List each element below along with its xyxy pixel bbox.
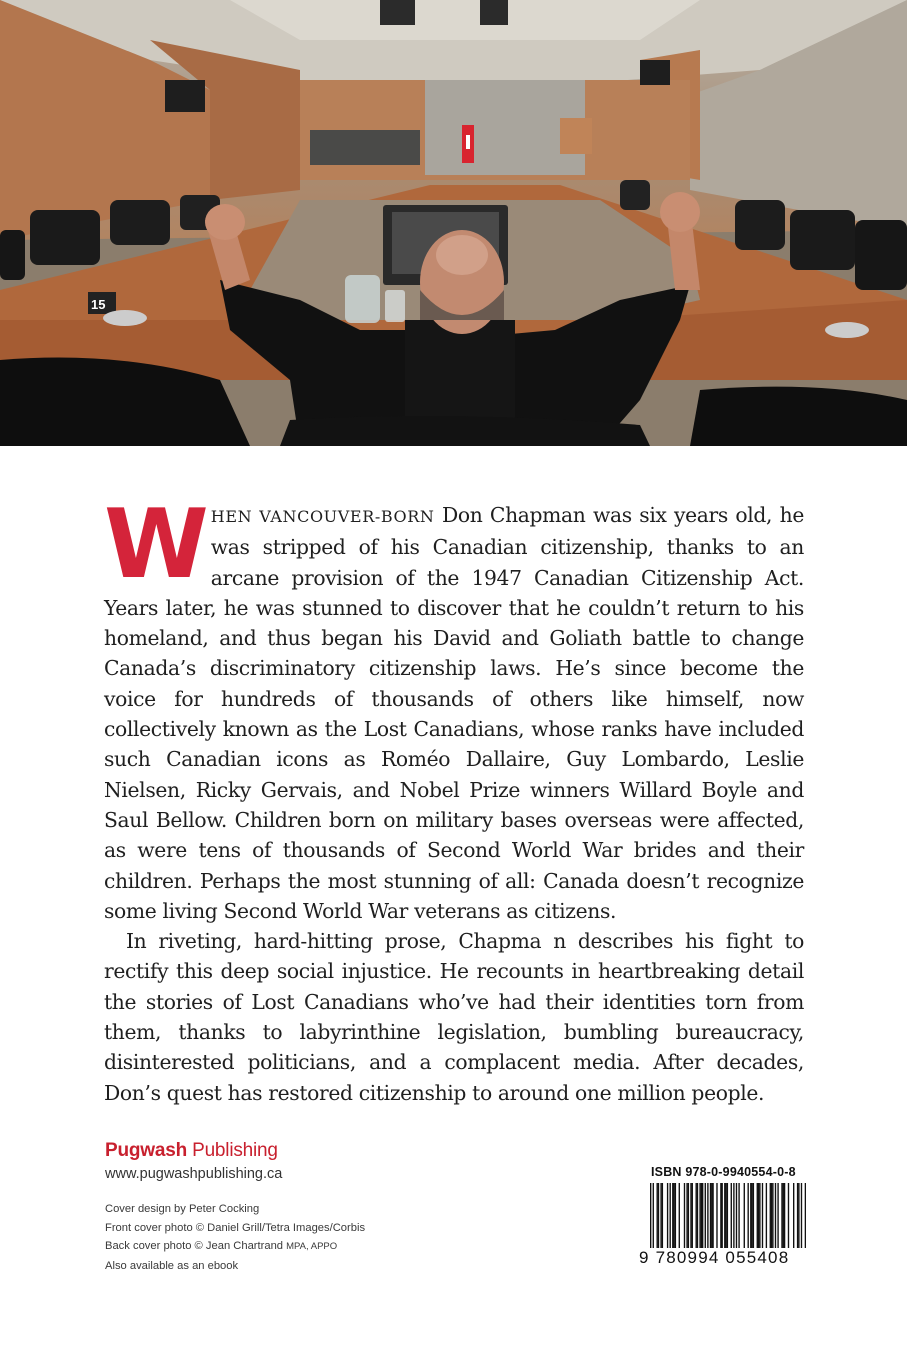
blurb-paragraph-2: In riveting, hard-hitting prose, Chapma n describes his fight to rectify this deep social injustice. He recounts in heartbreaking detail the stories of Lost Canadians who’ve had their identities torn from them, thanks to labyrinthine legislation, bumbling bureaucracy, disinterested politicians, and a complacent media. After decades, Don’s quest has restored citizenship to around one million people. — [104, 929, 804, 1105]
barcode-bar — [736, 1183, 737, 1249]
barcode-bar — [724, 1183, 725, 1249]
barcode-bar — [727, 1183, 728, 1258]
publisher-name-regular: Publishing — [187, 1140, 278, 1161]
barcode-bar — [705, 1183, 706, 1249]
cover-photo — [0, 0, 907, 446]
barcode-digits: 9 780994 055408 — [637, 1248, 809, 1268]
barcode-bar — [797, 1183, 798, 1249]
publisher-name-bold: Pugwash — [105, 1140, 188, 1161]
barcode-bar — [771, 1183, 772, 1249]
barcode-bar — [690, 1183, 691, 1249]
back-cover-blurb — [104, 490, 805, 1108]
barcode-bar — [744, 1183, 745, 1249]
barcode-bar — [710, 1183, 711, 1249]
barcode-bar — [733, 1183, 734, 1249]
back-photo-credit: Back cover photo © Jean Chartrand MPA, APPO — [105, 1240, 338, 1253]
barcode-bar — [707, 1183, 708, 1249]
barcode-bar — [679, 1183, 680, 1249]
barcode-bar — [798, 1183, 799, 1249]
barcode-bar — [801, 1183, 802, 1249]
credits — [105, 1200, 365, 1276]
blurb-paragraph-1 — [104, 490, 805, 926]
barcode-bar — [672, 1183, 673, 1249]
barcode — [650, 1183, 806, 1258]
barcode-bar — [777, 1183, 778, 1249]
barcode-bar — [766, 1183, 767, 1249]
barcode-bar — [720, 1183, 721, 1249]
front-photo-credit: Front cover photo © Daniel Grill/Tetra Images/Corbis — [105, 1221, 366, 1234]
barcode-bar — [688, 1183, 689, 1249]
blurb-paragraph-1-text: Don Chapman was six years old, he was stripped of his Canadian citizenship, thanks to an arcane provision of the 1947 Canadian Citizenship Act. Years later, he was stunned to discover that he couldn’t return to his homeland, and thus began his David and Goliath battle to change Canada’s discriminatory citizenship laws. He’s since become the voice for hundreds of thousands of others like himself, now collectively known as the Lost Canadians, whose ranks have included such Canadian icons as Roméo Dallaire, Guy Lombardo, Leslie Nielsen, Ricky Gervais, and Nobel Prize winners Willard Boyle and Saul Bellow. Children born on military bases overseas were affected, as were tens of thousands of Second World War brides and their children. Perhaps the most stunning of all: Canada doesn’t recognize some living Second World War veterans as citizens. — [104, 503, 805, 923]
ebook-note: Also available as an ebook — [105, 1260, 239, 1273]
isbn-label: ISBN 978-0-9940554-0-8 — [651, 1165, 796, 1179]
barcode-bar — [722, 1183, 723, 1249]
barcode-bar — [748, 1183, 749, 1249]
barcode-bar — [711, 1183, 712, 1249]
barcode-bar — [657, 1183, 658, 1249]
barcode-bar — [660, 1183, 661, 1249]
barcode-bar — [653, 1183, 654, 1258]
barcode-bar — [751, 1183, 752, 1249]
barcode-bar — [658, 1183, 659, 1249]
barcode-bar — [731, 1183, 732, 1258]
barcode-bar — [759, 1183, 760, 1249]
barcode-bar — [793, 1183, 794, 1249]
barcode-bar — [697, 1183, 698, 1249]
barcode-bar — [675, 1183, 676, 1249]
barcode-bar — [772, 1183, 773, 1249]
barcode-bar — [783, 1183, 784, 1249]
barcode-bar — [738, 1183, 739, 1249]
barcode-bar — [696, 1183, 697, 1249]
barcode-bar — [716, 1183, 717, 1249]
barcode-bar — [781, 1183, 782, 1249]
barcode-bar — [701, 1183, 702, 1249]
barcode-bar — [762, 1183, 763, 1249]
barcode-bar — [805, 1183, 806, 1258]
barcode-bar — [702, 1183, 703, 1249]
blurb-lead-in: HEN VANCOUVER-BORN — [210, 507, 435, 526]
publisher-logo — [105, 1140, 278, 1162]
barcode-bar — [712, 1183, 713, 1249]
barcode-bar — [753, 1183, 754, 1249]
publisher-url[interactable]: www.pugwashpublishing.ca — [105, 1166, 283, 1182]
barcode-bar — [686, 1183, 687, 1249]
barcode-bar — [673, 1183, 674, 1249]
barcode-bar — [662, 1183, 663, 1249]
barcode-bar — [684, 1183, 685, 1249]
barcode-bar — [758, 1183, 759, 1249]
barcode-bar — [784, 1183, 785, 1249]
barcode-bar — [757, 1183, 758, 1249]
barcode-bar — [775, 1183, 776, 1249]
barcode-bar — [670, 1183, 671, 1249]
barcode-bar — [667, 1183, 668, 1249]
barcode-bar — [750, 1183, 751, 1249]
barcode-bar — [650, 1183, 651, 1258]
seat-number: 15 — [91, 297, 106, 312]
drop-cap: W — [104, 490, 205, 600]
barcode-bar — [788, 1183, 789, 1249]
barcode-bar — [692, 1183, 693, 1249]
cover-design-credit: Cover design by Peter Cocking — [105, 1203, 260, 1215]
barcode-bar — [770, 1183, 771, 1249]
barcode-bar — [725, 1183, 726, 1258]
barcode-bar — [699, 1183, 700, 1249]
